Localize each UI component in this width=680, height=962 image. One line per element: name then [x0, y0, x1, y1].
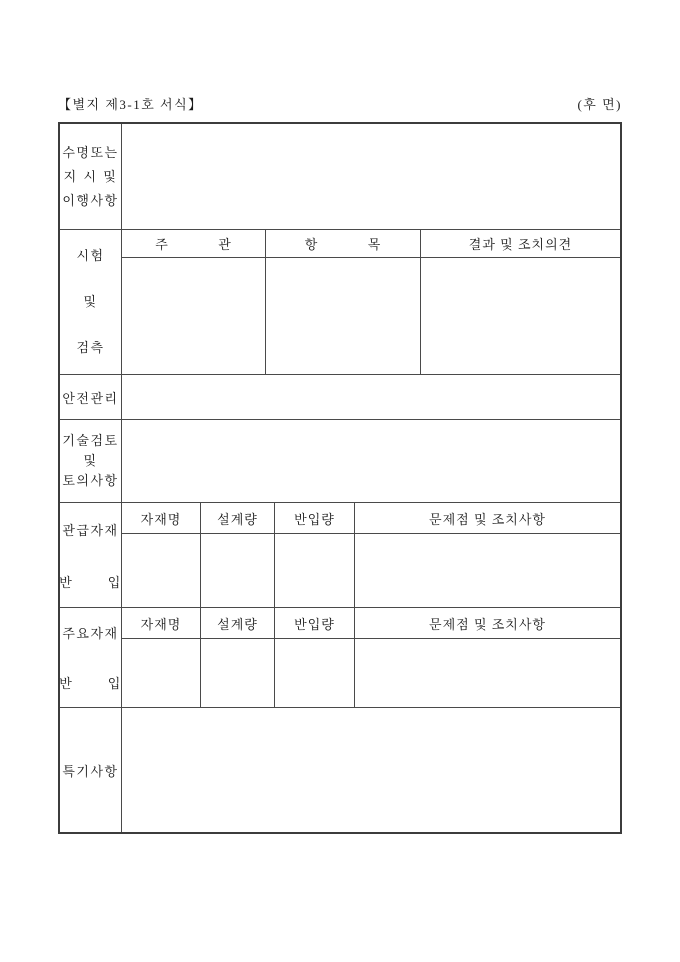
test-item-header: 항 목 [266, 230, 420, 258]
gov-material-name-column [122, 503, 200, 607]
row-test-inspection [60, 229, 620, 374]
test-item-column [265, 230, 420, 374]
page-side-label: (후 면) [577, 97, 622, 112]
row-orders-instructions [60, 124, 620, 229]
test-label-line2: 및 [83, 294, 98, 309]
major-material-issues-column [354, 608, 620, 707]
orders-entry-area [122, 124, 620, 229]
gov-material-design-qty-column [200, 503, 274, 607]
row-safety-management [60, 374, 620, 419]
major-material-issues-entry-area [355, 639, 620, 707]
row-gov-material [60, 502, 620, 607]
tech-review-label-line3: 토의사항 [62, 473, 119, 488]
major-material-carryin-qty-column [274, 608, 354, 707]
tech-review-entry-area [122, 420, 620, 502]
major-material-name-entry-area [122, 639, 200, 707]
gov-material-issues-entry-area [355, 534, 620, 607]
gov-material-design-qty-header: 설계량 [201, 503, 274, 534]
special-notes-label [60, 708, 122, 832]
test-result-header: 결과 및 조치의견 [421, 230, 620, 258]
special-notes-label-text: 특기사항 [62, 763, 119, 779]
safety-entry-area [122, 375, 620, 419]
safety-label-text: 안전관리 [62, 390, 119, 406]
test-label-line1: 시험 [76, 248, 105, 263]
major-material-name-column [122, 608, 200, 707]
major-material-label-line1: 주요자재 [62, 626, 119, 642]
test-columns [122, 230, 620, 374]
orders-label [60, 124, 122, 229]
gov-material-label-line1: 관급자재 [62, 522, 119, 538]
major-material-design-qty-column [200, 608, 274, 707]
major-material-columns [122, 608, 620, 707]
row-special-notes [60, 707, 620, 832]
orders-label-line1: 수명또는 [62, 144, 119, 160]
major-material-name-header: 자재명 [122, 608, 200, 639]
test-item-entry-area [266, 258, 420, 374]
tech-review-label [60, 420, 122, 502]
gov-material-label-line2: 반 입 [59, 574, 122, 590]
test-result-entry-area [421, 258, 620, 374]
test-manager-column [122, 230, 265, 374]
orders-label-line2: 지 시 및 [63, 168, 118, 184]
gov-material-issues-column [354, 503, 620, 607]
major-material-design-qty-header: 설계량 [201, 608, 274, 639]
major-material-carryin-qty-header: 반입량 [275, 608, 354, 639]
gov-material-carryin-qty-header: 반입량 [275, 503, 354, 534]
test-label [60, 230, 122, 374]
gov-material-columns [122, 503, 620, 607]
major-material-issues-header: 문제점 및 조치사항 [355, 608, 620, 639]
gov-material-carryin-qty-column [274, 503, 354, 607]
test-manager-entry-area [122, 258, 265, 374]
row-major-material [60, 607, 620, 707]
gov-material-carryin-qty-entry-area [275, 534, 354, 607]
safety-label [60, 375, 122, 419]
test-result-column [420, 230, 620, 374]
gov-material-label [60, 503, 122, 607]
orders-label-line3: 이행사항 [62, 192, 119, 208]
test-label-line3: 검측 [76, 340, 105, 355]
test-manager-header: 주 관 [122, 230, 265, 258]
gov-material-design-qty-entry-area [201, 534, 274, 607]
gov-material-issues-header: 문제점 및 조치사항 [355, 503, 620, 534]
gov-material-name-entry-area [122, 534, 200, 607]
major-material-label-line2: 반 입 [59, 675, 122, 691]
row-technical-review [60, 419, 620, 502]
page-header [58, 94, 622, 113]
major-material-carryin-qty-entry-area [275, 639, 354, 707]
gov-material-name-header: 자재명 [122, 503, 200, 534]
report-form-table [58, 122, 622, 834]
major-material-label [60, 608, 122, 707]
form-code-label: 【별지 제3-1호 서식】 [58, 97, 203, 112]
tech-review-label-line2: 및 [83, 453, 98, 468]
tech-review-label-line1: 기술검토 [62, 433, 119, 448]
special-notes-entry-area [122, 708, 620, 832]
major-material-design-qty-entry-area [201, 639, 274, 707]
